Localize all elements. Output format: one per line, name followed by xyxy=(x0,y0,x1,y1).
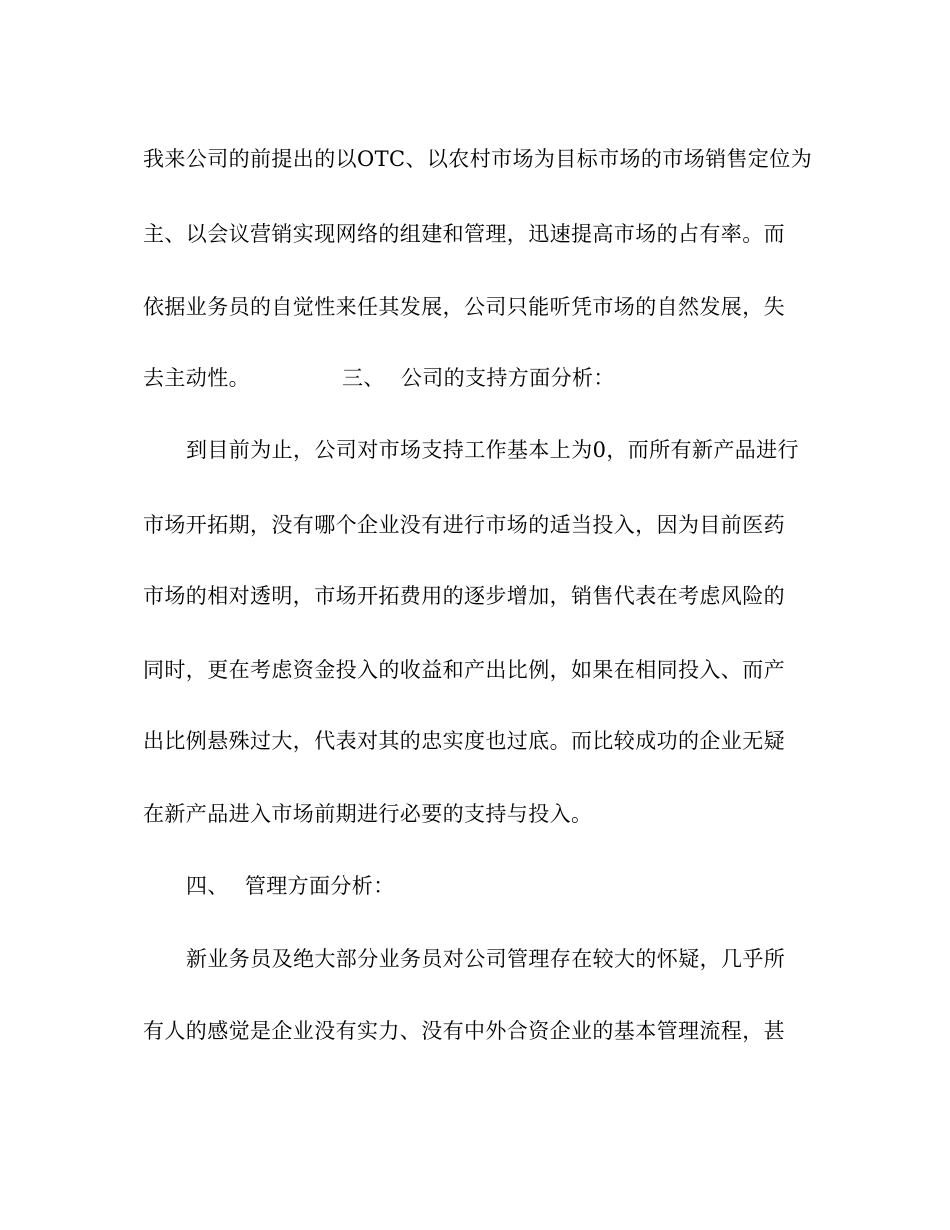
text-line-2: 主、以会议营销实现网络的组建和管理，迅速提高市场的占有率。而 xyxy=(143,222,785,246)
text-line-13: 有人的感觉是企业没有实力、没有中外合资企业的基本管理流程，甚 xyxy=(143,1019,785,1043)
text-line-8: 同时，更在考虑资金投入的收益和产出比例，如果在相同投入、而产 xyxy=(143,658,785,682)
text-line-4 xyxy=(143,364,823,392)
text-line-4-part-1: 去主动性。 xyxy=(143,366,250,390)
text-line-10: 在新产品进入市场前期进行必要的支持与投入。 xyxy=(143,802,593,826)
text-line-5: 到目前为止，公司对市场支持工作基本上为0，而所有新产品进行 xyxy=(186,438,799,462)
text-line-9: 出比例悬殊过大，代表对其的忠实度也过底。而比较成功的企业无疑 xyxy=(143,729,785,753)
text-line-11 xyxy=(186,872,866,900)
text-line-3: 依据业务员的自觉性来任其发展，公司只能听凭市场的自然发展，失 xyxy=(143,295,785,319)
text-line-7: 市场的相对透明，市场开拓费用的逐步增加，销售代表在考虑风险的 xyxy=(143,584,785,608)
text-line-6: 市场开拓期，没有哪个企业没有进行市场的适当投入，因为目前医药 xyxy=(143,513,785,537)
section-number-3: 三、 xyxy=(342,366,385,390)
section-heading-4: 管理方面分析： xyxy=(244,874,395,898)
section-number-4: 四、 xyxy=(186,874,229,898)
section-heading-3: 公司的支持方面分析： xyxy=(400,366,615,390)
text-line-12: 新业务员及绝大部分业务员对公司管理存在较大的怀疑，几乎所 xyxy=(186,947,786,971)
text-line-1: 我来公司的前提出的以OTC、以农村市场为目标市场的市场销售定位为 xyxy=(143,147,813,171)
